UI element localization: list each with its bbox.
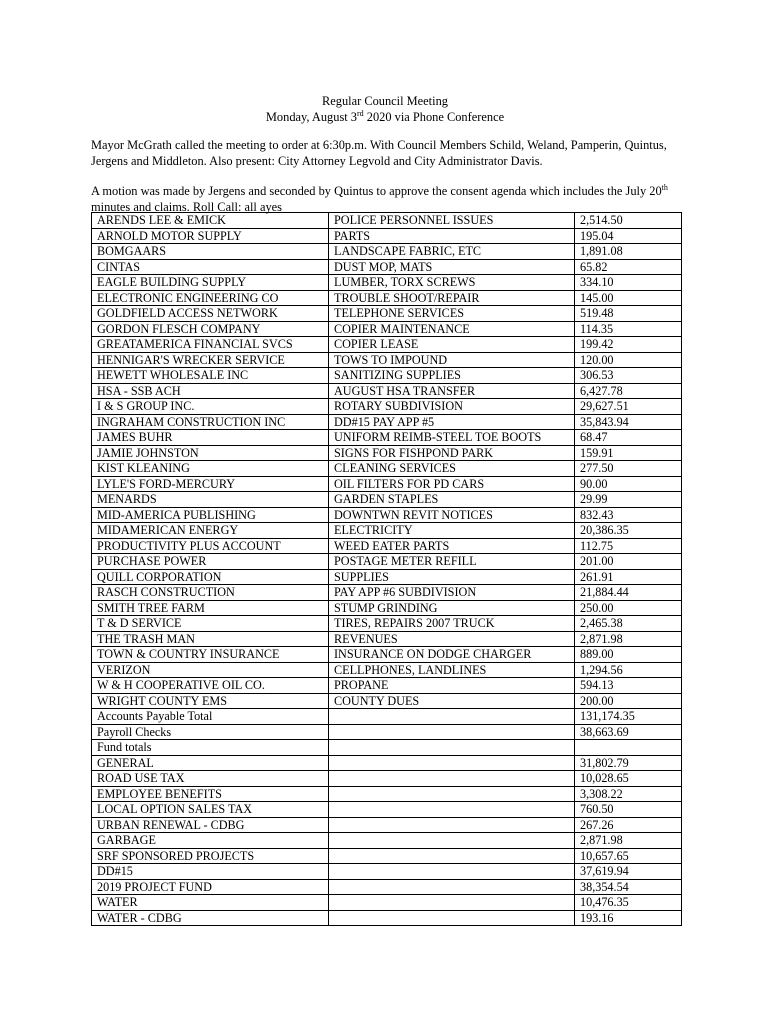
description-cell [329,910,575,926]
vendor-cell: RASCH CONSTRUCTION [92,585,329,601]
vendor-cell: WRIGHT COUNTY EMS [92,693,329,709]
amount-cell: 35,843.94 [575,414,682,430]
amount-cell: 114.35 [575,321,682,337]
table-row [92,786,682,802]
vendor-cell: KIST KLEANING [92,461,329,477]
vendor-cell: PURCHASE POWER [92,554,329,570]
amount-cell: 760.50 [575,802,682,818]
table-row [92,445,682,461]
description-cell [329,879,575,895]
description-cell: DUST MOP, MATS [329,259,575,275]
description-cell [329,709,575,725]
vendor-cell: URBAN RENEWAL - CDBG [92,817,329,833]
vendor-cell: LOCAL OPTION SALES TAX [92,802,329,818]
table-row [92,368,682,384]
vendor-cell: W & H COOPERATIVE OIL CO. [92,678,329,694]
table-row [92,833,682,849]
vendor-cell: 2019 PROJECT FUND [92,879,329,895]
table-row [92,678,682,694]
description-cell: WEED EATER PARTS [329,538,575,554]
amount-cell: 261.91 [575,569,682,585]
description-cell: POSTAGE METER REFILL [329,554,575,570]
amount-cell: 2,514.50 [575,213,682,229]
claims-table-body [92,213,682,926]
table-row [92,259,682,275]
table-row [92,585,682,601]
vendor-cell: GENERAL [92,755,329,771]
amount-cell: 112.75 [575,538,682,554]
amount-cell: 90.00 [575,476,682,492]
amount-cell: 2,465.38 [575,616,682,632]
description-cell: PARTS [329,228,575,244]
call-to-order-paragraph: Mayor McGrath called the meeting to order at 6:30p.m. With Council Members Schild, Weland, Pamperin, Quintus, Jergens and Middleton. Also present: City Attorney Legvold and City Administrator Davis. [91,138,667,168]
amount-cell [575,740,682,756]
motion-ordinal: th [661,182,668,192]
vendor-cell: DD#15 [92,864,329,880]
table-row [92,771,682,787]
amount-cell: 832.43 [575,507,682,523]
motion-text-rest: minutes and claims. Roll Call: all ayes [91,200,282,214]
table-row [92,724,682,740]
vendor-cell: THE TRASH MAN [92,631,329,647]
description-cell: LUMBER, TORX SCREWS [329,275,575,291]
amount-cell: 2,871.98 [575,833,682,849]
consent-agenda-motion [91,183,691,215]
description-cell: COPIER LEASE [329,337,575,353]
amount-cell: 519.48 [575,306,682,322]
vendor-cell: GORDON FLESCH COMPANY [92,321,329,337]
vendor-cell: I & S GROUP INC. [92,399,329,415]
vendor-cell: PRODUCTIVITY PLUS ACCOUNT [92,538,329,554]
description-cell: STUMP GRINDING [329,600,575,616]
description-cell [329,895,575,911]
table-row [92,352,682,368]
table-row [92,430,682,446]
table-row [92,740,682,756]
amount-cell: 889.00 [575,647,682,663]
description-cell [329,740,575,756]
vendor-cell: JAMES BUHR [92,430,329,446]
amount-cell: 31,802.79 [575,755,682,771]
vendor-cell: Fund totals [92,740,329,756]
amount-cell: 65.82 [575,259,682,275]
table-row [92,647,682,663]
amount-cell: 10,476.35 [575,895,682,911]
vendor-cell: VERIZON [92,662,329,678]
table-row [92,290,682,306]
description-cell: COUNTY DUES [329,693,575,709]
amount-cell: 267.26 [575,817,682,833]
amount-cell: 1,891.08 [575,244,682,260]
table-row [92,244,682,260]
description-cell: INSURANCE ON DODGE CHARGER [329,647,575,663]
meeting-date-text: Monday, August 3 [265,110,358,124]
table-row [92,817,682,833]
amount-cell: 306.53 [575,368,682,384]
amount-cell: 334.10 [575,275,682,291]
amount-cell: 10,657.65 [575,848,682,864]
table-row [92,213,682,229]
description-cell: CLEANING SERVICES [329,461,575,477]
amount-cell: 21,884.44 [575,585,682,601]
vendor-cell: MIDAMERICAN ENERGY [92,523,329,539]
amount-cell: 200.00 [575,693,682,709]
vendor-cell: GOLDFIELD ACCESS NETWORK [92,306,329,322]
vendor-cell: INGRAHAM CONSTRUCTION INC [92,414,329,430]
vendor-cell: EAGLE BUILDING SUPPLY [92,275,329,291]
vendor-cell: MID-AMERICA PUBLISHING [92,507,329,523]
description-cell: ROTARY SUBDIVISION [329,399,575,415]
vendor-cell: GREATAMERICA FINANCIAL SVCS [92,337,329,353]
vendor-cell: TOWN & COUNTRY INSURANCE [92,647,329,663]
vendor-cell: WATER - CDBG [92,910,329,926]
description-cell: REVENUES [329,631,575,647]
amount-cell: 250.00 [575,600,682,616]
vendor-cell: QUILL CORPORATION [92,569,329,585]
table-row [92,383,682,399]
claims-table [91,212,682,926]
amount-cell: 3,308.22 [575,786,682,802]
vendor-cell: SRF SPONSORED PROJECTS [92,848,329,864]
table-row [92,414,682,430]
description-cell: SIGNS FOR FISHPOND PARK [329,445,575,461]
amount-cell: 120.00 [575,352,682,368]
description-cell: CELLPHONES, LANDLINES [329,662,575,678]
table-row [92,554,682,570]
vendor-cell: T & D SERVICE [92,616,329,632]
description-cell [329,864,575,880]
amount-cell: 159.91 [575,445,682,461]
description-cell [329,724,575,740]
description-cell: TELEPHONE SERVICES [329,306,575,322]
table-row [92,492,682,508]
description-cell: COPIER MAINTENANCE [329,321,575,337]
table-row [92,616,682,632]
table-row [92,709,682,725]
amount-cell: 6,427.78 [575,383,682,399]
vendor-cell: ROAD USE TAX [92,771,329,787]
description-cell: PAY APP #6 SUBDIVISION [329,585,575,601]
amount-cell: 199.42 [575,337,682,353]
amount-cell: 38,354.54 [575,879,682,895]
vendor-cell: ELECTRONIC ENGINEERING CO [92,290,329,306]
amount-cell: 68.47 [575,430,682,446]
meeting-date-rest: 2020 via Phone Conference [363,110,505,124]
amount-cell: 1,294.56 [575,662,682,678]
table-row [92,848,682,864]
description-cell: TOWS TO IMPOUND [329,352,575,368]
amount-cell: 193.16 [575,910,682,926]
description-cell: OIL FILTERS FOR PD CARS [329,476,575,492]
description-cell: POLICE PERSONNEL ISSUES [329,213,575,229]
table-row [92,523,682,539]
amount-cell: 201.00 [575,554,682,570]
vendor-cell: LYLE'S FORD-MERCURY [92,476,329,492]
table-row [92,879,682,895]
amount-cell: 10,028.65 [575,771,682,787]
vendor-cell: WATER [92,895,329,911]
vendor-cell: ARENDS LEE & EMICK [92,213,329,229]
amount-cell: 2,871.98 [575,631,682,647]
vendor-cell: JAMIE JOHNSTON [92,445,329,461]
motion-text: A motion was made by Jergens and seconded by Quintus to approve the consent agenda which includes the July 20 [91,184,662,198]
vendor-cell: EMPLOYEE BENEFITS [92,786,329,802]
description-cell: TIRES, REPAIRS 2007 TRUCK [329,616,575,632]
vendor-cell: SMITH TREE FARM [92,600,329,616]
description-cell [329,833,575,849]
meeting-date-ordinal: rd [357,108,364,118]
table-row [92,569,682,585]
table-row [92,895,682,911]
table-row [92,321,682,337]
vendor-cell: GARBAGE [92,833,329,849]
vendor-cell: CINTAS [92,259,329,275]
amount-cell: 29,627.51 [575,399,682,415]
amount-cell: 145.00 [575,290,682,306]
description-cell: UNIFORM REIMB-STEEL TOE BOOTS [329,430,575,446]
table-row [92,755,682,771]
description-cell [329,786,575,802]
table-row [92,306,682,322]
table-row [92,802,682,818]
table-row [92,476,682,492]
vendor-cell: Accounts Payable Total [92,709,329,725]
description-cell [329,802,575,818]
description-cell: SANITIZING SUPPLIES [329,368,575,384]
description-cell: GARDEN STAPLES [329,492,575,508]
vendor-cell: ARNOLD MOTOR SUPPLY [92,228,329,244]
table-row [92,864,682,880]
table-row [92,631,682,647]
description-cell: TROUBLE SHOOT/REPAIR [329,290,575,306]
table-row [92,600,682,616]
vendor-cell: HENNIGAR'S WRECKER SERVICE [92,352,329,368]
table-row [92,399,682,415]
description-cell: ELECTRICITY [329,523,575,539]
table-row [92,507,682,523]
vendor-cell: BOMGAARS [92,244,329,260]
vendor-cell: HEWETT WHOLESALE INC [92,368,329,384]
description-cell [329,848,575,864]
table-row [92,693,682,709]
description-cell [329,755,575,771]
amount-cell: 37,619.94 [575,864,682,880]
amount-cell: 38,663.69 [575,724,682,740]
table-row [92,275,682,291]
description-cell: DOWNTWN REVIT NOTICES [329,507,575,523]
description-cell: PROPANE [329,678,575,694]
vendor-cell: MENARDS [92,492,329,508]
description-cell [329,817,575,833]
description-cell: LANDSCAPE FABRIC, ETC [329,244,575,260]
meeting-date [0,109,770,125]
vendor-cell: HSA - SSB ACH [92,383,329,399]
table-row [92,662,682,678]
description-cell [329,771,575,787]
table-row [92,538,682,554]
table-row [92,910,682,926]
description-cell: SUPPLIES [329,569,575,585]
table-row [92,337,682,353]
description-cell: AUGUST HSA TRANSFER [329,383,575,399]
meeting-title: Regular Council Meeting [322,94,448,108]
amount-cell: 594.13 [575,678,682,694]
vendor-cell: Payroll Checks [92,724,329,740]
table-row [92,461,682,477]
amount-cell: 29.99 [575,492,682,508]
description-cell: DD#15 PAY APP #5 [329,414,575,430]
table-row [92,228,682,244]
amount-cell: 277.50 [575,461,682,477]
amount-cell: 195.04 [575,228,682,244]
amount-cell: 20,386.35 [575,523,682,539]
amount-cell: 131,174.35 [575,709,682,725]
